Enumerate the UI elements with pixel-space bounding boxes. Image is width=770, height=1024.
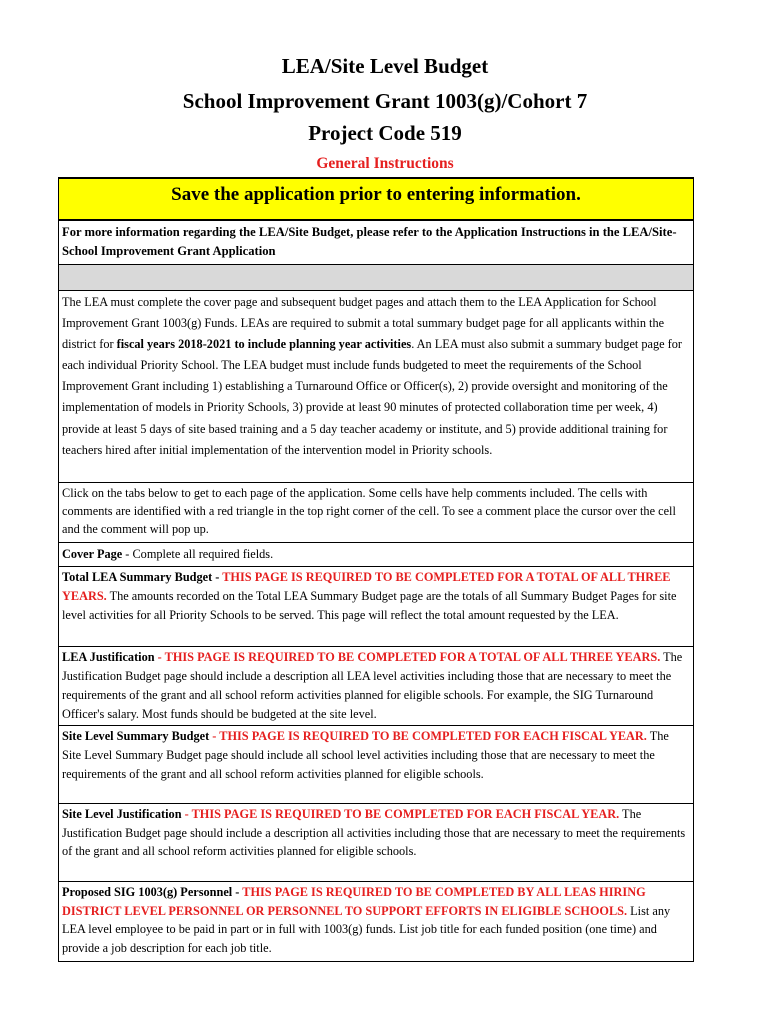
instructions-sheet: [58, 177, 694, 962]
cover-page-text: - Complete all required fields.: [122, 547, 274, 561]
proposed-personnel-label: Proposed SIG 1003(g) Personnel -: [62, 885, 243, 899]
total-lea-required-notice: THIS PAGE IS REQUIRED TO BE COMPLETED FOR A TOTAL OF ALL THREE YEARS.: [62, 570, 671, 603]
total-lea-summary-row[interactable]: [59, 567, 693, 647]
proposed-personnel-text: List any LEA level employee to be paid in part or in full with 1003(g) funds. List job title for each funded position (one time) and provide a job description for each job title.: [62, 903, 671, 955]
site-level-summary-row[interactable]: [59, 726, 693, 804]
intro-text-part1: The LEA must complete the cover page and subsequent budget pages and attach them to the LEA Application for School Improvement Grant 1003(g) Funds. LEAs are required to submit a total summary budget page for all applicants within the district for: [62, 295, 665, 352]
intro-text-part2: . An LEA must also submit a summary budget page for each individual Priority School. The LEA budget must include funds budgeted to meet the requirements of the School Improvement Grant including 1) establishing a Turnaround Office or Officer(s), 2) provide oversight and monitoring of the implementation of models in Priority Schools, 3) provide at least 90 minutes of protected collaboration time per week, 4) provide at least 5 days of site based training and a 5 day teacher academy or institute, and 5) provide additional training for teachers hired after initial implementation of the intervention model in Priority schools.: [62, 337, 683, 457]
page-title: LEA/Site Level Budget: [281, 54, 489, 78]
site-level-justification-row[interactable]: [59, 804, 693, 882]
site-level-summary-text: The Site Level Summary Budget page should include all school level activities including those that are necessary to meet the requirements of the grant and all school reform activities planned for eligible schools.: [62, 729, 669, 781]
save-notice-banner: Save the application prior to entering information.: [59, 177, 693, 221]
project-code-title: Project Code 519: [308, 121, 462, 145]
proposed-personnel-required-notice: THIS PAGE IS REQUIRED TO BE COMPLETED BY ALL LEAS HIRING DISTRICT LEVEL PERSONNEL OR PERSONNEL TO SUPPORT EFFORTS IN ELIGIBLE SCHOOLS.: [62, 885, 646, 918]
lea-justification-text: The Justification Budget page should include a description all LEA level activities including those that are necessary to meet the requirements of the grant and all school reform activities planned for eligible schools. For example, the SIG Turnaround Officer's salary. Most funds should be budgeted at the site level.: [62, 650, 683, 721]
site-level-summary-label: Site Level Summary Budget: [62, 729, 210, 743]
total-lea-summary-label: Total LEA Summary Budget -: [62, 570, 223, 584]
blank-grey-row: [59, 265, 693, 291]
site-level-summary-required-notice: - THIS PAGE IS REQUIRED TO BE COMPLETED FOR EACH FISCAL YEAR.: [209, 729, 647, 743]
site-level-justification-required-notice: - THIS PAGE IS REQUIRED TO BE COMPLETED FOR EACH FISCAL YEAR.: [181, 807, 620, 821]
proposed-personnel-row[interactable]: [59, 882, 693, 962]
lea-justification-label: LEA Justification: [62, 650, 155, 664]
more-info-row: For more information regarding the LEA/Site Budget, please refer to the Application Instructions in the LEA/Site-School Improvement Grant Application: [59, 221, 693, 265]
tabs-help-note: Click on the tabs below to get to each page of the application. Some cells have help comments included. The cells with comments are identified with a red triangle in the top right corner of the cell. To see a comment place the cursor over the cell and the comment will pop up.: [59, 483, 693, 543]
intro-paragraph: [59, 291, 693, 483]
lea-justification-required-notice: - THIS PAGE IS REQUIRED TO BE COMPLETED FOR A TOTAL OF ALL THREE YEARS.: [154, 650, 661, 664]
total-lea-summary-text: The amounts recorded on the Total LEA Summary Budget page are the totals of all Summary Budget Pages for site level activities for all Priority Schools to be served. This page will reflect the total amount requested by the LEA.: [62, 589, 677, 622]
grant-title: School Improvement Grant 1003(g)/Cohort 7: [182, 89, 588, 113]
general-instructions-heading: General Instructions: [316, 155, 454, 172]
cover-page-row[interactable]: [59, 543, 693, 567]
lea-justification-row[interactable]: [59, 647, 693, 726]
intro-fiscal-years: fiscal years 2018-2021 to include planning year activities: [116, 337, 412, 352]
cover-page-label: Cover Page: [62, 547, 123, 561]
site-level-justification-text: The Justification Budget page should include a description all activities including those that are necessary to meet the requirements of the grant and all school reform activities planned for eligible schools.: [62, 807, 686, 858]
site-level-justification-label: Site Level Justification: [62, 807, 182, 821]
